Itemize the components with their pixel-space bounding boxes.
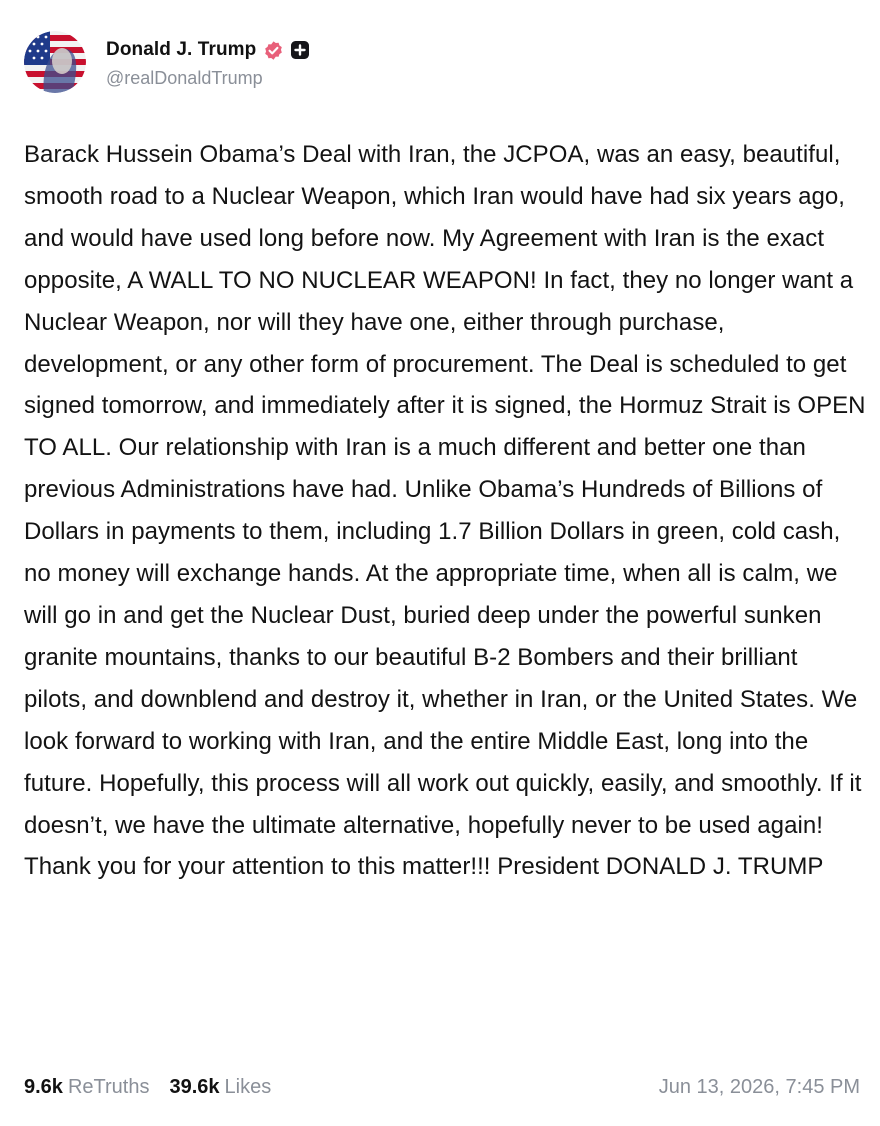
post-timestamp[interactable]: Jun 13, 2026, 7:45 PM [658, 1075, 860, 1098]
likes-stat[interactable] [169, 1076, 271, 1099]
flag-portrait-avatar-icon [24, 31, 86, 93]
likes-count: 39.6k [169, 1075, 220, 1098]
post-body-text: Barack Hussein Obama’s Deal with Iran, the JCPOA, was an easy, beautiful, smooth road to a Nuclear Weapon, which Iran would have had six years ago, and would have used long before now. My Agreement with Iran is the exact opposite, A WALL TO NO NUCLEAR WEAPON! In fact, they no longer want a Nuclear Weapon, nor will they have one, either through purchase, development, or any other form of procurement. The Deal is scheduled to get signed tomorrow, and immediately after it is signed, the Hormuz Strait is OPEN TO ALL. Our relationship with Iran is a much different and better one than previous Administrations have had. Unlike Obama’s Hundreds of Billions of Dollars in payments to them, including 1.7 Billion Dollars in green, cold cash, no money will exchange hands. At the appropriate time, when all is calm, we will go in and get the Nuclear Dust, buried deep under the powerful sunken granite mountains, thanks to our beautiful B-2 Bombers and their brilliant pilots, and downblend and destroy it, whether in Iran, or the United States. We look forward to working with Iran, and the entire Middle East, long into the future. Hopefully, this process will all work out quickly, easily, and smoothly. If it doesn’t, we have the ultimate alternative, hopefully never to be used again! Thank you for your attention to this matter!!! President DONALD J. TRUMP [24, 141, 866, 881]
post-header [24, 30, 310, 94]
plus-badge-icon [290, 40, 310, 60]
retruths-label: ReTruths [67, 1075, 150, 1098]
author-handle[interactable]: @realDonaldTrump [106, 68, 263, 88]
avatar[interactable] [24, 31, 86, 93]
author-name-row [106, 35, 310, 65]
retruths-stat[interactable] [24, 1076, 149, 1099]
post-footer [24, 1071, 860, 1103]
verified-badge-icon [263, 40, 284, 61]
retruths-count: 9.6k [24, 1075, 63, 1098]
author-identity [106, 35, 310, 89]
author-display-name[interactable]: Donald J. Trump [106, 39, 257, 60]
likes-label: Likes [224, 1075, 272, 1098]
